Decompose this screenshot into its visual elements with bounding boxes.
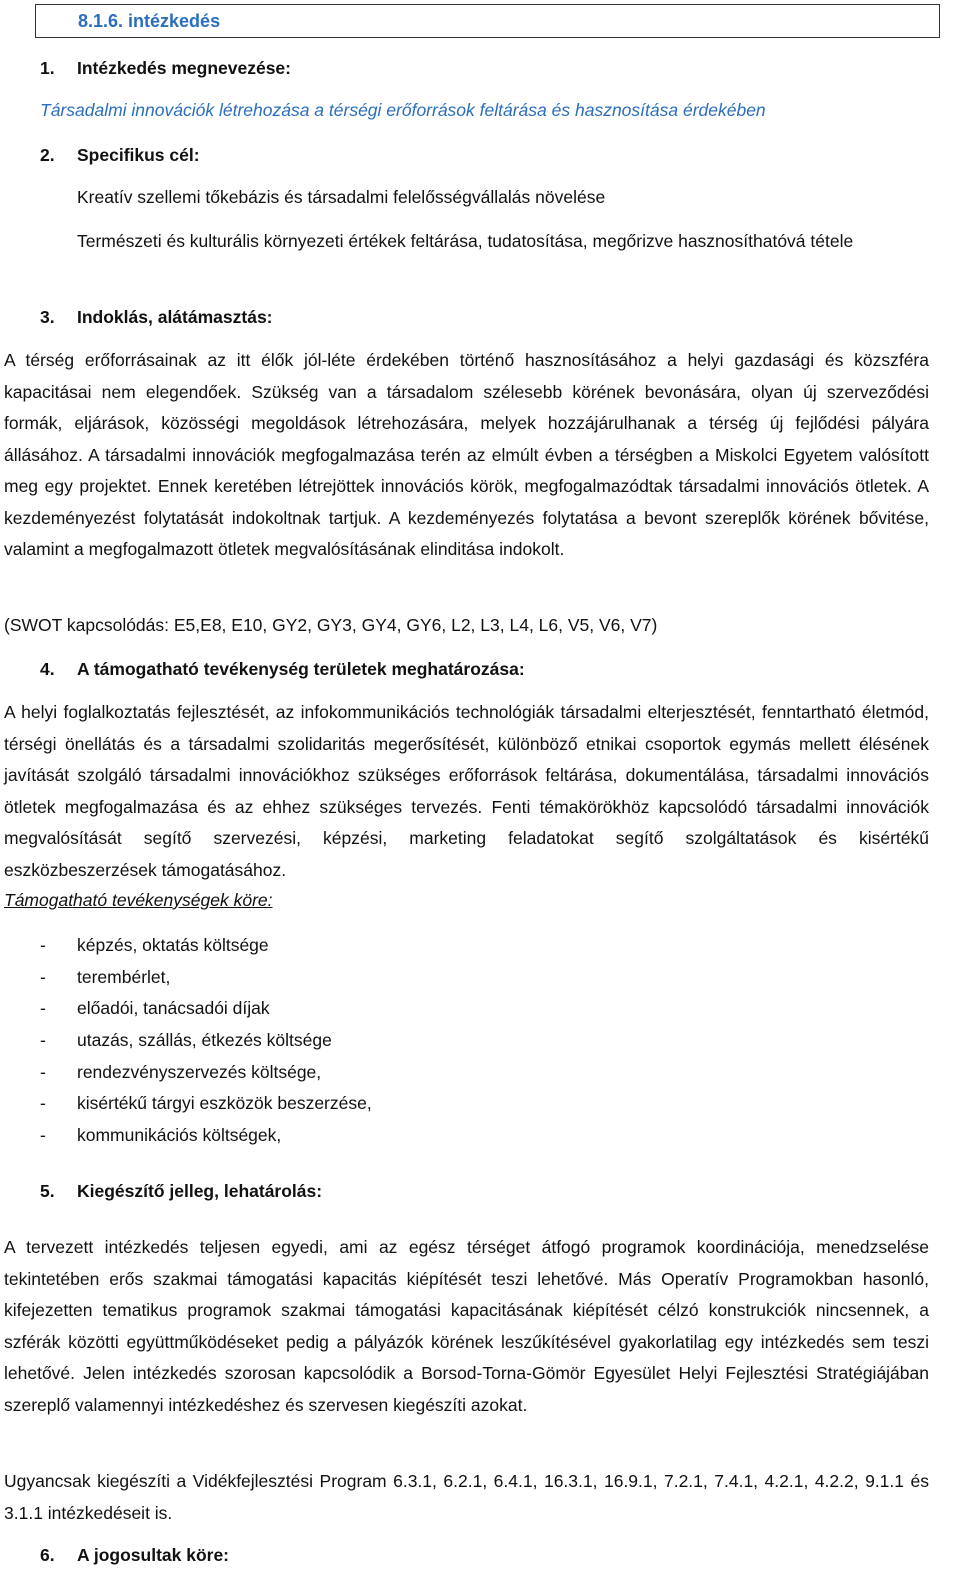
list-dash: - [40, 935, 46, 955]
section-2-number: 2. [40, 145, 55, 165]
complementarity-paragraph-2: Ugyancsak kiegészíti a Vidékfejlesztési Program 6.3.1, 6.2.1, 6.4.1, 16.3.1, 16.9.1, 7.2.1, 7.4.1, 4.2.1, 4.2.2, 9.1.1 és 3.1.1 intézkedéseit is. [4, 1471, 929, 1523]
section-4-heading: A támogatható tevékenység területek meghatározása: [77, 659, 525, 679]
activity-areas-paragraph: A helyi foglalkoztatás fejlesztését, az infokommunikációs technológiák társadalmi elterjesztését, fenntartható életmód, térségi önellátás és a társadalmi szolidaritás megerősítését, különböző etnikai csoportok egymás mellett élésének javítását szolgáló társadalmi innovációkhoz szükséges erőforrások feltárása, dokumentálása, társadalmi innovációs ötletek megfogalmazása és az ehhez szükséges tervezés. Fenti témakörökhöz kapcsolódó társadalmi innovációk megvalósítását segítő szervezési, képzési, marketing feladatokat segítő szolgáltatások és kisértékű eszközbeszerzések támogatásához. [4, 702, 929, 880]
section-6-number: 6. [40, 1545, 55, 1565]
section-header: 8.1.6. intézkedés [78, 11, 221, 31]
section-header-box [35, 4, 940, 38]
section-5-heading: Kiegészítő jelleg, lehatárolás: [77, 1181, 323, 1201]
measure-name: Társadalmi innovációk létrehozása a térségi erőforrások feltárása és hasznosítása érdekében [40, 100, 766, 120]
swot-reference: (SWOT kapcsolódás: E5,E8, E10, GY2, GY3, GY4, GY6, L2, L3, L4, L6, V5, V6, V7) [4, 615, 658, 635]
section-6-heading: A jogosultak köre: [77, 1545, 230, 1565]
complementarity-paragraph: A tervezett intézkedés teljesen egyedi, ami az egész térséget átfogó programok koordinációja, menedzselése tekintetében erős szakmai támogatási kapacitás kiépítését teszi lehetővé. Más Operatív Programokban hasonló, kifejezetten tematikus programok szakmai támogatási kapacitásának kiépítését célzó konstrukciók nincsennek, a szférák közötti együttműködéseket pedig a pályázók körének leszűkítésével gyakorlatilag egy intézkedés sem teszi lehetővé. Jelen intézkedés szorosan kapcsolódik a Borsod-Torna-Gömör Egyesület Helyi Fejlesztési Stratégiájában szereplő valamennyi intézkedéshez és szervesen kiegészíti azokat. [4, 1237, 929, 1415]
list-dash: - [40, 1062, 46, 1082]
list-dash: - [40, 998, 46, 1018]
section-1-number: 1. [40, 58, 55, 78]
section-5-number: 5. [40, 1181, 55, 1201]
justification-paragraph: A térség erőforrásainak az itt élők jól-léte érdekében történő hasznosításához a helyi gazdasági és közszféra kapacitásai nem elegendőek. Szükség van a társadalom szélesebb körének bevonására, olyan új szerveződési formák, eljárások, közösségi megoldások létrehozására, melyek hozzájárulhanak a térség új fejlődési pályára állásához. A társadalmi innovációk megfogalmazása terén az elmúlt évben a térségben a Miskolci Egyetem valósított meg egy projektet. Ennek keretében létrejöttek innovációs körök, megfogalmazódtak társadalmi innovációs ötletek. A kezdeményezést folytatását indokoltnak tartjuk. A kezdeményezés folytatása a bevont szereplők körének bővitése, valamint a megfogalmazott ötletek megvalósításának elinditása indokolt. [4, 350, 929, 559]
list-dash: - [40, 967, 46, 987]
section-3-number: 3. [40, 307, 55, 327]
supported-activities-subheading: Támogatható tevékenységek köre: [4, 890, 273, 910]
section-4-number: 4. [40, 659, 55, 679]
list-dash: - [40, 1030, 46, 1050]
section-3-heading: Indoklás, alátámasztás: [77, 307, 273, 327]
specific-goal-2: Természeti és kulturális környezeti értékek feltárása, tudatosítása, megőrizve hasznosíthatóvá tétele [77, 231, 854, 251]
section-2-heading: Specifikus cél: [77, 145, 200, 165]
section-1-heading: Intézkedés megnevezése: [77, 58, 291, 78]
specific-goal-1: Kreatív szellemi tőkebázis és társadalmi felelősségvállalás növelése [77, 187, 606, 207]
list-dash: - [40, 1125, 46, 1145]
list-dash: - [40, 1093, 46, 1113]
